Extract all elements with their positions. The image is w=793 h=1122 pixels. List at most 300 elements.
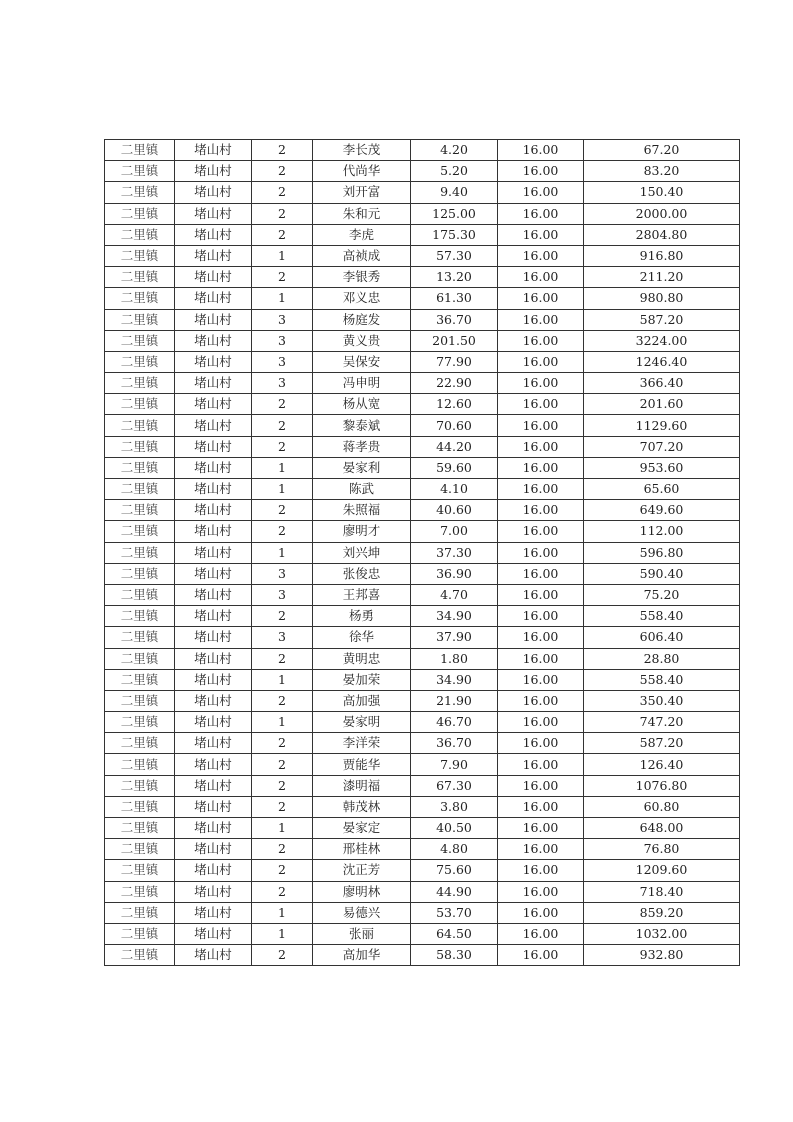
- group-cell: 2: [252, 839, 313, 860]
- area-cell: 64.50: [411, 923, 498, 944]
- name-cell: 张丽: [313, 923, 411, 944]
- name-cell: 黄明忠: [313, 648, 411, 669]
- group-cell: 2: [252, 415, 313, 436]
- name-cell: 刘兴坤: [313, 542, 411, 563]
- area-cell: 36.70: [411, 309, 498, 330]
- amount-cell: 75.20: [584, 584, 740, 605]
- area-cell: 4.20: [411, 140, 498, 161]
- group-cell: 1: [252, 245, 313, 266]
- town-cell: 二里镇: [105, 351, 175, 372]
- name-cell: 吴保安: [313, 351, 411, 372]
- rate-cell: 16.00: [498, 775, 584, 796]
- name-cell: 李洋荣: [313, 733, 411, 754]
- area-cell: 4.70: [411, 584, 498, 605]
- area-cell: 58.30: [411, 945, 498, 966]
- area-cell: 3.80: [411, 796, 498, 817]
- town-cell: 二里镇: [105, 309, 175, 330]
- rate-cell: 16.00: [498, 945, 584, 966]
- name-cell: 漆明福: [313, 775, 411, 796]
- rate-cell: 16.00: [498, 521, 584, 542]
- name-cell: 韩茂林: [313, 796, 411, 817]
- table-row: [105, 902, 740, 923]
- village-cell: 堵山村: [175, 224, 252, 245]
- table-row: [105, 330, 740, 351]
- rate-cell: 16.00: [498, 288, 584, 309]
- town-cell: 二里镇: [105, 161, 175, 182]
- name-cell: 晏加荣: [313, 669, 411, 690]
- area-cell: 44.90: [411, 881, 498, 902]
- town-cell: 二里镇: [105, 818, 175, 839]
- rate-cell: 16.00: [498, 648, 584, 669]
- table-row: [105, 140, 740, 161]
- group-cell: 2: [252, 267, 313, 288]
- amount-cell: 67.20: [584, 140, 740, 161]
- village-cell: 堵山村: [175, 712, 252, 733]
- town-cell: 二里镇: [105, 648, 175, 669]
- name-cell: 蒋孝贵: [313, 436, 411, 457]
- rate-cell: 16.00: [498, 436, 584, 457]
- group-cell: 2: [252, 648, 313, 669]
- village-cell: 堵山村: [175, 309, 252, 330]
- amount-cell: 150.40: [584, 182, 740, 203]
- village-cell: 堵山村: [175, 690, 252, 711]
- town-cell: 二里镇: [105, 669, 175, 690]
- table-row: [105, 224, 740, 245]
- area-cell: 37.30: [411, 542, 498, 563]
- group-cell: 2: [252, 606, 313, 627]
- name-cell: 杨勇: [313, 606, 411, 627]
- area-cell: 7.00: [411, 521, 498, 542]
- village-cell: 堵山村: [175, 754, 252, 775]
- table-row: [105, 606, 740, 627]
- table-row: [105, 436, 740, 457]
- village-cell: 堵山村: [175, 203, 252, 224]
- amount-cell: 596.80: [584, 542, 740, 563]
- village-cell: 堵山村: [175, 839, 252, 860]
- table-row: [105, 245, 740, 266]
- amount-cell: 3224.00: [584, 330, 740, 351]
- village-cell: 堵山村: [175, 775, 252, 796]
- name-cell: 代尚华: [313, 161, 411, 182]
- rate-cell: 16.00: [498, 712, 584, 733]
- amount-cell: 1129.60: [584, 415, 740, 436]
- name-cell: 杨庭发: [313, 309, 411, 330]
- name-cell: 易德兴: [313, 902, 411, 923]
- amount-cell: 747.20: [584, 712, 740, 733]
- amount-cell: 587.20: [584, 309, 740, 330]
- table-row: [105, 860, 740, 881]
- group-cell: 2: [252, 182, 313, 203]
- amount-cell: 65.60: [584, 479, 740, 500]
- area-cell: 37.90: [411, 627, 498, 648]
- amount-cell: 1032.00: [584, 923, 740, 944]
- amount-cell: 932.80: [584, 945, 740, 966]
- table-row: [105, 415, 740, 436]
- area-cell: 67.30: [411, 775, 498, 796]
- table-row: [105, 839, 740, 860]
- table-row: [105, 923, 740, 944]
- group-cell: 1: [252, 457, 313, 478]
- rate-cell: 16.00: [498, 267, 584, 288]
- name-cell: 刘开富: [313, 182, 411, 203]
- area-cell: 22.90: [411, 373, 498, 394]
- village-cell: 堵山村: [175, 182, 252, 203]
- amount-cell: 648.00: [584, 818, 740, 839]
- town-cell: 二里镇: [105, 182, 175, 203]
- area-cell: 1.80: [411, 648, 498, 669]
- rate-cell: 16.00: [498, 309, 584, 330]
- rate-cell: 16.00: [498, 860, 584, 881]
- area-cell: 4.10: [411, 479, 498, 500]
- name-cell: 朱和元: [313, 203, 411, 224]
- rate-cell: 16.00: [498, 923, 584, 944]
- group-cell: 1: [252, 542, 313, 563]
- area-cell: 21.90: [411, 690, 498, 711]
- table-row: [105, 267, 740, 288]
- table-row: [105, 394, 740, 415]
- name-cell: 黄义贵: [313, 330, 411, 351]
- name-cell: 邓义忠: [313, 288, 411, 309]
- amount-cell: 1246.40: [584, 351, 740, 372]
- village-cell: 堵山村: [175, 563, 252, 584]
- rate-cell: 16.00: [498, 415, 584, 436]
- area-cell: 70.60: [411, 415, 498, 436]
- town-cell: 二里镇: [105, 860, 175, 881]
- table-row: [105, 881, 740, 902]
- village-cell: 堵山村: [175, 818, 252, 839]
- group-cell: 3: [252, 584, 313, 605]
- area-cell: 7.90: [411, 754, 498, 775]
- name-cell: 朱照福: [313, 500, 411, 521]
- group-cell: 2: [252, 754, 313, 775]
- area-cell: 59.60: [411, 457, 498, 478]
- group-cell: 2: [252, 203, 313, 224]
- rate-cell: 16.00: [498, 500, 584, 521]
- rate-cell: 16.00: [498, 373, 584, 394]
- village-cell: 堵山村: [175, 902, 252, 923]
- table-row: [105, 733, 740, 754]
- town-cell: 二里镇: [105, 415, 175, 436]
- table-row: [105, 563, 740, 584]
- name-cell: 黎泰斌: [313, 415, 411, 436]
- town-cell: 二里镇: [105, 500, 175, 521]
- rate-cell: 16.00: [498, 457, 584, 478]
- name-cell: 杨从宽: [313, 394, 411, 415]
- table-row: [105, 182, 740, 203]
- amount-cell: 1209.60: [584, 860, 740, 881]
- amount-cell: 707.20: [584, 436, 740, 457]
- amount-cell: 587.20: [584, 733, 740, 754]
- amount-cell: 590.40: [584, 563, 740, 584]
- name-cell: 邢桂林: [313, 839, 411, 860]
- group-cell: 2: [252, 161, 313, 182]
- area-cell: 40.50: [411, 818, 498, 839]
- amount-cell: 859.20: [584, 902, 740, 923]
- town-cell: 二里镇: [105, 881, 175, 902]
- town-cell: 二里镇: [105, 923, 175, 944]
- amount-cell: 126.40: [584, 754, 740, 775]
- amount-cell: 980.80: [584, 288, 740, 309]
- town-cell: 二里镇: [105, 203, 175, 224]
- village-cell: 堵山村: [175, 648, 252, 669]
- rate-cell: 16.00: [498, 881, 584, 902]
- rate-cell: 16.00: [498, 330, 584, 351]
- town-cell: 二里镇: [105, 457, 175, 478]
- village-cell: 堵山村: [175, 479, 252, 500]
- table-row: [105, 669, 740, 690]
- name-cell: 晏家利: [313, 457, 411, 478]
- amount-cell: 718.40: [584, 881, 740, 902]
- group-cell: 2: [252, 796, 313, 817]
- town-cell: 二里镇: [105, 754, 175, 775]
- village-cell: 堵山村: [175, 140, 252, 161]
- amount-cell: 83.20: [584, 161, 740, 182]
- amount-cell: 350.40: [584, 690, 740, 711]
- town-cell: 二里镇: [105, 224, 175, 245]
- area-cell: 36.90: [411, 563, 498, 584]
- rate-cell: 16.00: [498, 563, 584, 584]
- village-cell: 堵山村: [175, 436, 252, 457]
- area-cell: 175.30: [411, 224, 498, 245]
- village-cell: 堵山村: [175, 373, 252, 394]
- town-cell: 二里镇: [105, 479, 175, 500]
- village-cell: 堵山村: [175, 669, 252, 690]
- name-cell: 冯申明: [313, 373, 411, 394]
- amount-cell: 1076.80: [584, 775, 740, 796]
- area-cell: 12.60: [411, 394, 498, 415]
- rate-cell: 16.00: [498, 351, 584, 372]
- town-cell: 二里镇: [105, 521, 175, 542]
- table-row: [105, 690, 740, 711]
- village-cell: 堵山村: [175, 161, 252, 182]
- town-cell: 二里镇: [105, 902, 175, 923]
- table-row: [105, 584, 740, 605]
- area-cell: 13.20: [411, 267, 498, 288]
- table-row: [105, 796, 740, 817]
- village-cell: 堵山村: [175, 330, 252, 351]
- table-row: [105, 161, 740, 182]
- village-cell: 堵山村: [175, 267, 252, 288]
- rate-cell: 16.00: [498, 818, 584, 839]
- group-cell: 2: [252, 394, 313, 415]
- amount-cell: 76.80: [584, 839, 740, 860]
- name-cell: 沈正芳: [313, 860, 411, 881]
- table-row: [105, 818, 740, 839]
- group-cell: 2: [252, 733, 313, 754]
- table-row: [105, 203, 740, 224]
- amount-cell: 112.00: [584, 521, 740, 542]
- rate-cell: 16.00: [498, 140, 584, 161]
- amount-cell: 211.20: [584, 267, 740, 288]
- rate-cell: 16.00: [498, 754, 584, 775]
- area-cell: 5.20: [411, 161, 498, 182]
- village-cell: 堵山村: [175, 288, 252, 309]
- village-cell: 堵山村: [175, 457, 252, 478]
- area-cell: 77.90: [411, 351, 498, 372]
- group-cell: 1: [252, 923, 313, 944]
- table-row: [105, 373, 740, 394]
- village-cell: 堵山村: [175, 860, 252, 881]
- rate-cell: 16.00: [498, 796, 584, 817]
- group-cell: 2: [252, 860, 313, 881]
- town-cell: 二里镇: [105, 563, 175, 584]
- area-cell: 44.20: [411, 436, 498, 457]
- data-table: [104, 139, 740, 966]
- group-cell: 2: [252, 521, 313, 542]
- amount-cell: 2804.80: [584, 224, 740, 245]
- rate-cell: 16.00: [498, 182, 584, 203]
- town-cell: 二里镇: [105, 394, 175, 415]
- town-cell: 二里镇: [105, 733, 175, 754]
- group-cell: 1: [252, 712, 313, 733]
- table-row: [105, 712, 740, 733]
- table-row: [105, 754, 740, 775]
- village-cell: 堵山村: [175, 415, 252, 436]
- table-row: [105, 521, 740, 542]
- town-cell: 二里镇: [105, 606, 175, 627]
- name-cell: 李虎: [313, 224, 411, 245]
- area-cell: 75.60: [411, 860, 498, 881]
- village-cell: 堵山村: [175, 584, 252, 605]
- amount-cell: 649.60: [584, 500, 740, 521]
- area-cell: 46.70: [411, 712, 498, 733]
- area-cell: 4.80: [411, 839, 498, 860]
- village-cell: 堵山村: [175, 521, 252, 542]
- rate-cell: 16.00: [498, 203, 584, 224]
- amount-cell: 28.80: [584, 648, 740, 669]
- group-cell: 1: [252, 288, 313, 309]
- table-row: [105, 945, 740, 966]
- area-cell: 57.30: [411, 245, 498, 266]
- amount-cell: 558.40: [584, 606, 740, 627]
- table-row: [105, 309, 740, 330]
- village-cell: 堵山村: [175, 627, 252, 648]
- group-cell: 2: [252, 436, 313, 457]
- group-cell: 3: [252, 563, 313, 584]
- area-cell: 9.40: [411, 182, 498, 203]
- town-cell: 二里镇: [105, 245, 175, 266]
- village-cell: 堵山村: [175, 796, 252, 817]
- name-cell: 高加华: [313, 945, 411, 966]
- group-cell: 2: [252, 945, 313, 966]
- rate-cell: 16.00: [498, 839, 584, 860]
- table-row: [105, 775, 740, 796]
- rate-cell: 16.00: [498, 245, 584, 266]
- group-cell: 3: [252, 373, 313, 394]
- town-cell: 二里镇: [105, 775, 175, 796]
- table-row: [105, 500, 740, 521]
- amount-cell: 366.40: [584, 373, 740, 394]
- town-cell: 二里镇: [105, 436, 175, 457]
- table-row: [105, 288, 740, 309]
- town-cell: 二里镇: [105, 690, 175, 711]
- group-cell: 1: [252, 818, 313, 839]
- table-row: [105, 627, 740, 648]
- village-cell: 堵山村: [175, 351, 252, 372]
- group-cell: 3: [252, 627, 313, 648]
- group-cell: 1: [252, 669, 313, 690]
- area-cell: 125.00: [411, 203, 498, 224]
- table-body: [105, 140, 740, 966]
- rate-cell: 16.00: [498, 224, 584, 245]
- amount-cell: 2000.00: [584, 203, 740, 224]
- area-cell: 40.60: [411, 500, 498, 521]
- name-cell: 李银秀: [313, 267, 411, 288]
- name-cell: 廖明林: [313, 881, 411, 902]
- name-cell: 晏家定: [313, 818, 411, 839]
- rate-cell: 16.00: [498, 542, 584, 563]
- rate-cell: 16.00: [498, 733, 584, 754]
- village-cell: 堵山村: [175, 542, 252, 563]
- name-cell: 贾能华: [313, 754, 411, 775]
- rate-cell: 16.00: [498, 606, 584, 627]
- amount-cell: 953.60: [584, 457, 740, 478]
- name-cell: 陈武: [313, 479, 411, 500]
- town-cell: 二里镇: [105, 267, 175, 288]
- town-cell: 二里镇: [105, 584, 175, 605]
- town-cell: 二里镇: [105, 140, 175, 161]
- area-cell: 53.70: [411, 902, 498, 923]
- village-cell: 堵山村: [175, 245, 252, 266]
- town-cell: 二里镇: [105, 373, 175, 394]
- village-cell: 堵山村: [175, 733, 252, 754]
- name-cell: 晏家明: [313, 712, 411, 733]
- village-cell: 堵山村: [175, 923, 252, 944]
- group-cell: 2: [252, 881, 313, 902]
- amount-cell: 606.40: [584, 627, 740, 648]
- area-cell: 34.90: [411, 606, 498, 627]
- rate-cell: 16.00: [498, 902, 584, 923]
- group-cell: 2: [252, 690, 313, 711]
- name-cell: 李长茂: [313, 140, 411, 161]
- village-cell: 堵山村: [175, 500, 252, 521]
- area-cell: 201.50: [411, 330, 498, 351]
- town-cell: 二里镇: [105, 839, 175, 860]
- group-cell: 1: [252, 479, 313, 500]
- group-cell: 3: [252, 351, 313, 372]
- group-cell: 2: [252, 224, 313, 245]
- area-cell: 36.70: [411, 733, 498, 754]
- rate-cell: 16.00: [498, 584, 584, 605]
- table-row: [105, 542, 740, 563]
- town-cell: 二里镇: [105, 712, 175, 733]
- rate-cell: 16.00: [498, 627, 584, 648]
- village-cell: 堵山村: [175, 394, 252, 415]
- town-cell: 二里镇: [105, 330, 175, 351]
- name-cell: 张俊忠: [313, 563, 411, 584]
- group-cell: 3: [252, 309, 313, 330]
- town-cell: 二里镇: [105, 945, 175, 966]
- name-cell: 徐华: [313, 627, 411, 648]
- table-row: [105, 351, 740, 372]
- town-cell: 二里镇: [105, 542, 175, 563]
- area-cell: 34.90: [411, 669, 498, 690]
- rate-cell: 16.00: [498, 394, 584, 415]
- amount-cell: 558.40: [584, 669, 740, 690]
- amount-cell: 201.60: [584, 394, 740, 415]
- area-cell: 61.30: [411, 288, 498, 309]
- village-cell: 堵山村: [175, 606, 252, 627]
- village-cell: 堵山村: [175, 945, 252, 966]
- amount-cell: 60.80: [584, 796, 740, 817]
- table-row: [105, 479, 740, 500]
- village-cell: 堵山村: [175, 881, 252, 902]
- group-cell: 2: [252, 500, 313, 521]
- table-row: [105, 457, 740, 478]
- group-cell: 3: [252, 330, 313, 351]
- town-cell: 二里镇: [105, 796, 175, 817]
- amount-cell: 916.80: [584, 245, 740, 266]
